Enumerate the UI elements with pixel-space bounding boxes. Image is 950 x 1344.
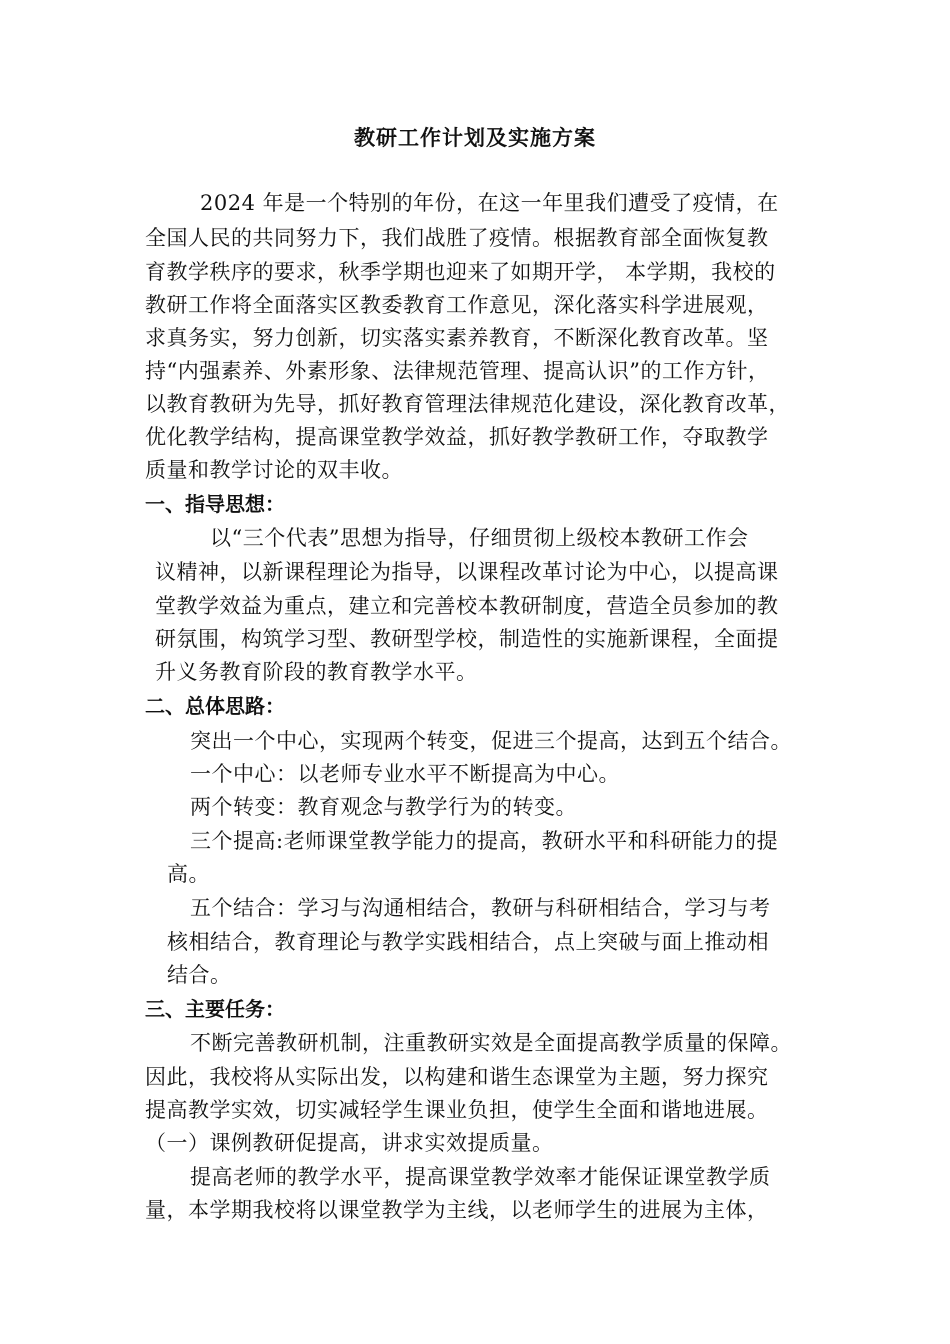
- section2-line: 核相结合，教育理论与教学实践相结合，点上突破与面上推动相: [167, 930, 769, 954]
- intro-line: 育教学秩序的要求，秋季学期也迎来了如期开学， 本学期，我校的: [145, 260, 776, 284]
- section2-line: 五个结合：学习与沟通相结合，教研与科研相结合，学习与考: [190, 896, 771, 920]
- intro-line: 求真务实，努力创新，切实落实素养教育，不断深化教育改革。坚: [145, 326, 769, 350]
- intro-line: 全国人民的共同努力下，我们战胜了疫情。根据教育部全面恢复教: [145, 226, 769, 250]
- intro-line: 优化教学结构，提高课堂教学效益，抓好教学教研工作，夺取教学: [145, 425, 769, 449]
- intro-line: 持“内强素养、外素形象、法律规范管理、提高认识”的工作方针，: [145, 359, 770, 383]
- section-heading-main-tasks: 三、主要任务：: [145, 997, 285, 1021]
- section3-line: 不断完善教研机制，注重教研实效是全面提高教学质量的保障。: [190, 1031, 792, 1055]
- section1-line: 议精神，以新课程理论为指导，以课程改革讨论为中心，以提高课: [155, 560, 779, 584]
- section3-line: 提高老师的教学水平，提高课堂教学效率才能保证课堂教学质: [190, 1165, 771, 1189]
- intro-line: 教研工作将全面落实区教委教育工作意见，深化落实科学进展观，: [145, 293, 769, 317]
- section2-line: 两个转变：教育观念与教学行为的转变。: [190, 795, 577, 819]
- section2-line: 三个提高:老师课堂教学能力的提高，教研水平和科研能力的提: [190, 829, 779, 853]
- section3-line: 因此，我校将从实际出发，以构建和谐生态课堂为主题，努力探究: [145, 1065, 769, 1089]
- section2-line: 结合。: [167, 963, 232, 987]
- section1-line: 研氛围，构筑学习型、教研型学校，制造性的实施新课程，全面提: [155, 627, 779, 651]
- section2-line: 突出一个中心，实现两个转变，促进三个提高，达到五个结合。: [190, 729, 792, 753]
- section2-line: 一个中心：以老师专业水平不断提高为中心。: [190, 762, 620, 786]
- intro-line: 2024 年是一个特别的年份，在这一年里我们遭受了疫情，在: [200, 191, 779, 215]
- section2-line: 高。: [167, 862, 210, 886]
- section3-line: 量，本学期我校将以课堂教学为主线，以老师学生的进展为主体，: [145, 1198, 769, 1222]
- section1-line: 堂教学效益为重点，建立和完善校本教研制度，营造全员参加的教: [155, 594, 779, 618]
- section3-subheading: （一）课例教研促提高，讲求实效提质量。: [145, 1131, 554, 1155]
- section-heading-guiding-thought: 一、指导思想：: [145, 492, 285, 516]
- document-title: 教研工作计划及实施方案: [354, 126, 596, 150]
- section3-line: 提高教学实效，切实减轻学生课业负担，使学生全面和谐地进展。: [145, 1098, 769, 1122]
- section1-line: 以“三个代表”思想为指导，仔细贯彻上级校本教研工作会: [210, 526, 749, 550]
- section1-line: 升义务教育阶段的教育教学水平。: [155, 660, 478, 684]
- intro-line: 以教育教研为先导，抓好教育管理法律规范化建设，深化教育改革，: [145, 392, 790, 416]
- intro-line: 质量和教学讨论的双丰收。: [145, 458, 403, 482]
- section-heading-overall-approach: 二、总体思路：: [145, 694, 285, 718]
